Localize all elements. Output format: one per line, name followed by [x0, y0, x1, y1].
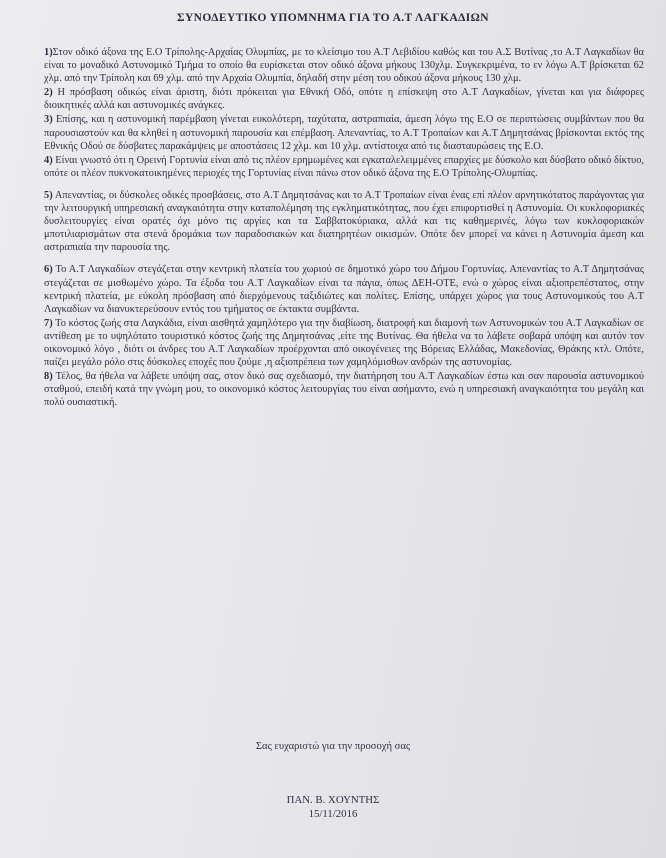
paragraph-3 — [44, 113, 644, 152]
closing-line: Σας ευχαριστώ για την προσοχή σας — [255, 741, 411, 752]
paragraph-text: Είναι γνωστό ότι η Ορεινή Γορτυνία είναι από τις πλέον ερημωμένες και εγκαταλελειμμένες επαρχίες με δύσκολο και δύσβατο οδικό δίκτυο, οπότε οι πλέον πυκνοκατοικημένες περιοχές της Γορτυνίας είναι πάνω στον οδικό άξονα της Ε.Ο Τρίπολης-Ολυμπίας. — [44, 154, 644, 179]
signature-block — [0, 793, 666, 821]
paragraph-6 — [44, 263, 644, 315]
paragraph-4 — [44, 154, 644, 180]
paragraph-8 — [44, 370, 644, 409]
paragraph-number: 5) — [44, 189, 53, 201]
document-title: ΣΥΝΟΔΕΥΤΙΚΟ ΥΠΟΜΝΗΜΑ ΓΙΑ ΤΟ Α.Τ ΛΑΓΚΑΔΙΩΝ — [177, 12, 489, 24]
paragraph-number: 7) — [44, 317, 53, 329]
signature-date: 15/11/2016 — [308, 808, 358, 820]
paragraph-text: Απεναντίας, οι δύσκολες οδικές προσβάσεις, στο Α.Τ Δημητσάνας και το Α.Τ Τροπαίων είναι ένας επί πλέον αρνητικότατος παράγοντας για την λειτουργική υπηρεσιακή αναγκαιότητα στην καταπολέμηση της εγκληματικότητας, που έχει επιφορτισθεί η Αστυνομία. Οι κυκλοφοριακές δυσλειτουργίες είναι ορατές όχι μόνο τις αργίες και τα Σαββατοκύριακα, αλλά και τις καθημερινές, λόγω των κυκλοφοριακών μποτιλιαρισμάτων στα στενά δρομάκια των παραδοσιακών και διατηρητέων οικισμών. Οπότε δεν μπορεί να κάνει η Αστυνομία άμεση και αστραπιαία την παρουσία της. — [44, 189, 645, 254]
paragraph-text: Το κόστος ζωής στα Λαγκάδια, είναι αισθητά χαμηλότερο για την διαβίωση, διατροφή και διαμονή των Αστυνομικών του Α.Τ Λαγκαδίων σε αντίθεση με το υψηλότατο τουριστικό κόστος ζωής της Δημητσάνας ,είτε της Βυτίνας. Θα ήθελα να το λάβετε σοβαρά υπόψη και αυτόν τον οικονομικό λόγο , διότι οι άνδρες του Α.Τ Λαγκαδίων προέρχονται από οικογένειες της Βόρειας Ελλάδας, Μακεδονίας, Θράκης κτλ. Οπότε, παίζει μεγάλο ρόλο στις δύσκολες εποχές που ζούμε ,η αξιοπρέπεια των χαμηλόμισθων ανδρών της αστυνομίας. — [44, 317, 644, 369]
document-body — [44, 46, 644, 410]
paragraph-number: 4) — [44, 154, 53, 166]
paragraph-text: Η πρόσβαση οδικώς είναι άριστη, διότι πρόκειται για Εθνική Οδό, οπότε η επίσκεψη στο Α.Τ Λαγκαδίων, γίνεται και για διάφορες διοικητικές αλλά και αστυνομικές ανάγκες. — [44, 87, 644, 112]
paragraph-number: 6) — [44, 264, 53, 276]
signature-name: ΠΑΝ. Β. ΧΟΥΝΤΗΣ — [286, 794, 380, 806]
paragraph-5 — [44, 189, 644, 254]
paragraph-text: Στον οδικό άξονα της Ε.Ο Τρίπολης-Αρχαίας Ολυμπίας, με το κλείσιμο του Α.Τ Λεβιδίου καθώς και του Α.Σ Βυτίνας ,το Α.Τ Λαγκαδίων θα είναι το μοναδικό Αστυνομικό Τμήμα το οποίο θα ευρίσκεται στον οδικό άξονα μήκους 130χλμ. Συγκεκριμένα, το εν λόγω Α.Τ βρίσκεται 62 χλμ. από την Τρίπολη και 69 χλμ. από την Αρχαία Ολυμπία, δηλαδή στην μέση του οδικού άξονα μήκους 130 χλμ. — [44, 47, 644, 85]
paragraph-7 — [44, 317, 644, 369]
paragraph-text: Τέλος, θα ήθελα να λάβετε υπόψη σας, στον δικό σας σχεδιασμό, την διατήρηση του Α.Τ Λαγκαδίων έστω και σαν παρουσία αστυνομικού σταθμού, επειδή κατά την γνώμη μου, το οικονομικό κόστος λειτουργίας του είναι ασήμαντο, ενώ η υπηρεσιακή αναγκαιότητα του μεγάλη και πολύ ουσιαστική. — [44, 371, 644, 409]
paragraph-number: 2) — [44, 87, 53, 99]
paragraph-number: 1) — [44, 47, 53, 58]
paragraph-text: Επίσης, και η αστυνομική παρέμβαση γίνεται ευκολότερη, ταχύτατα, αστραπιαία, άμεση λόγω της Ε.Ο σε περιπτώσεις συμβάντων που θα παρουσιαστούν και θα κληθεί η αστυνομική παρουσία και επέμβαση. Απεναντίας, το Α.Τ Τροπαίων και Α.Τ Δημητσάνας βρίσκονται εκτός της Εθνικής Οδού σε δύσβατες παρακάμψεις με αποστάσεις 12 χλμ. και 10 χλμ. αντίστοιχα από τις διασταυρώσεις της Ε.Ο. — [44, 114, 644, 152]
paragraph-number: 8) — [44, 371, 53, 383]
paragraph-text: Το Α.Τ Λαγκαδίων στεγάζεται στην κεντρική πλατεία του χωριού σε δημοτικό χώρο του Δήμου Γορτυνίας. Απεναντίας το Α.Τ Δημητσάνας στεγάζεται σε μισθωμένο χώρο. Τα έξοδα του Α.Τ Λαγκαδίων είναι τα πάγια, όπως ΔΕΗ-ΟΤΕ, ενώ ο χώρος είναι αξιοπρεπέστατος, στην κεντρική πλατεία, με εύκολη πρόσβαση από διερχόμενους ταξιδιώτες και πολίτες. Επίσης, υπάρχει χώρος για τους Αστυνομικούς του Α.Τ Λαγκαδίων να διανυκτερεύσουν εντός του τμήματος σε έκτακτα συμβάντα. — [44, 264, 644, 315]
paragraph-1 — [44, 46, 644, 85]
paragraph-number: 3) — [44, 114, 53, 126]
paragraph-2 — [44, 86, 644, 112]
